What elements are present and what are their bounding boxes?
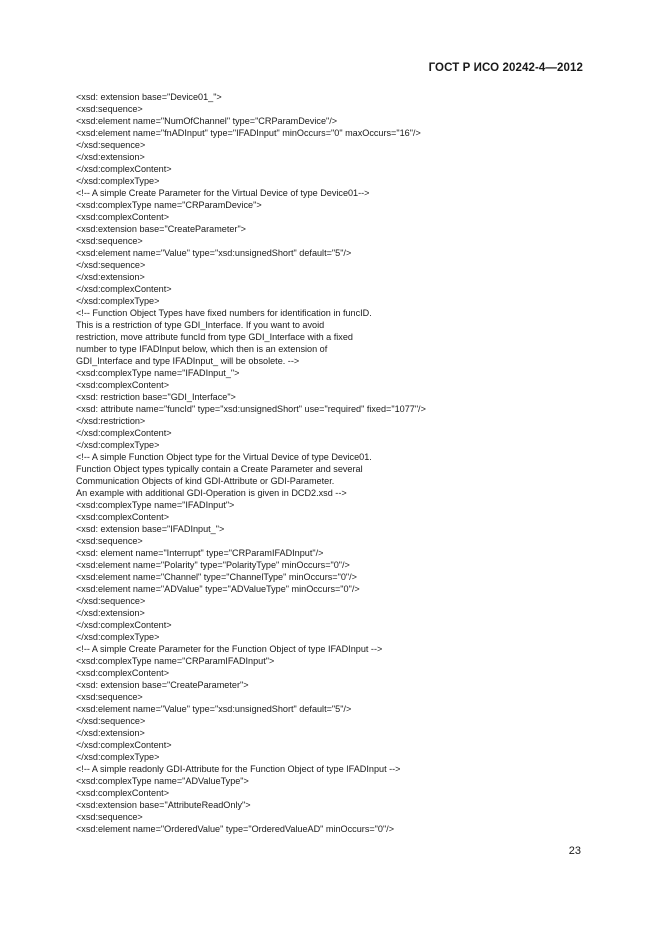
- code-line: <xsd:extension base="CreateParameter">: [76, 224, 246, 234]
- code-line: <!-- A simple readonly GDI-Attribute for the Function Object of type IFADInput -->: [76, 764, 401, 774]
- code-line: This is a restriction of type GDI_Interface. If you want to avoid: [76, 320, 325, 330]
- code-line: <xsd:sequence>: [76, 104, 143, 114]
- code-line: Function Object types typically contain a Create Parameter and several: [76, 464, 363, 474]
- code-line: </xsd:sequence>: [76, 260, 146, 270]
- code-line: <xsd:sequence>: [76, 536, 143, 546]
- code-line: <xsd:complexContent>: [76, 212, 170, 222]
- code-line: <xsd:complexType name="CRParamDevice">: [76, 200, 262, 210]
- code-line: <xsd:element name="Polarity" type="PolarityType" minOccurs="0"/>: [76, 560, 350, 570]
- code-line: </xsd:complexContent>: [76, 740, 172, 750]
- code-line: <xsd: extension base="IFADInput_">: [76, 524, 225, 534]
- code-line: </xsd:complexType>: [76, 176, 160, 186]
- code-line: <xsd:complexType name="IFADInput">: [76, 500, 235, 510]
- code-line: <xsd: element name="Interrupt" type="CRParamIFADInput"/>: [76, 548, 324, 558]
- page-number: 23: [568, 845, 581, 857]
- code-line: <!-- Function Object Types have fixed numbers for identification in funcID.: [76, 308, 372, 318]
- code-line: <xsd:element name="Value" type="xsd:unsignedShort" default="5"/>: [76, 248, 352, 258]
- code-line: <xsd:complexContent>: [76, 512, 170, 522]
- code-line: <xsd:sequence>: [76, 692, 143, 702]
- code-line: <xsd:element name="Value" type="xsd:unsignedShort" default="5"/>: [76, 704, 352, 714]
- code-line: <xsd:element name="fnADInput" type="IFADInput" minOccurs="0" maxOccurs="16"/>: [76, 128, 421, 138]
- code-line: </xsd:extension>: [76, 608, 145, 618]
- code-line: <xsd:complexType name="ADValueType">: [76, 776, 249, 786]
- code-line: </xsd:complexContent>: [76, 620, 172, 630]
- code-line: </xsd:sequence>: [76, 716, 146, 726]
- code-line: </xsd:restriction>: [76, 416, 146, 426]
- code-line: <xsd:sequence>: [76, 812, 143, 822]
- code-line: <!-- A simple Function Object type for the Virtual Device of type Device01.: [76, 452, 372, 462]
- code-line: <xsd:complexContent>: [76, 788, 170, 798]
- code-line: <xsd:complexContent>: [76, 668, 170, 678]
- code-line: </xsd:extension>: [76, 728, 145, 738]
- document-standard-header: ГОСТ Р ИСО 20242-4—2012: [428, 62, 583, 74]
- code-line: <xsd: attribute name="funcId" type="xsd:unsignedShort" use="required" fixed="1077"/>: [76, 404, 426, 414]
- code-line: <xsd:element name="NumOfChannel" type="CRParamDevice"/>: [76, 116, 338, 126]
- code-line: <xsd:complexContent>: [76, 380, 170, 390]
- code-line: <xsd:complexType name="CRParamIFADInput">: [76, 656, 275, 666]
- code-line: </xsd:extension>: [76, 152, 145, 162]
- code-line: <xsd:extension base="AttributeReadOnly">: [76, 800, 251, 810]
- code-line: <xsd:element name="ADValue" type="ADValueType" minOccurs="0"/>: [76, 584, 360, 594]
- code-line: </xsd:complexType>: [76, 752, 160, 762]
- code-line: GDI_Interface and type IFADInput_ will be obsolete. -->: [76, 356, 300, 366]
- code-line: </xsd:sequence>: [76, 140, 146, 150]
- code-line: </xsd:sequence>: [76, 596, 146, 606]
- code-line: </xsd:complexType>: [76, 440, 160, 450]
- code-line: <xsd:element name="Channel" type="ChannelType" minOccurs="0"/>: [76, 572, 357, 582]
- code-line: Communication Objects of kind GDI-Attribute or GDI-Parameter.: [76, 476, 335, 486]
- code-line: <!-- A simple Create Parameter for the Function Object of type IFADInput -->: [76, 644, 383, 654]
- code-line: <xsd:complexType name="IFADInput_">: [76, 368, 240, 378]
- code-line: </xsd:complexType>: [76, 296, 160, 306]
- code-line: <xsd: restriction base="GDI_Interface">: [76, 392, 236, 402]
- code-line: <xsd:element name="OrderedValue" type="OrderedValueAD" minOccurs="0"/>: [76, 824, 395, 834]
- code-line: </xsd:complexContent>: [76, 284, 172, 294]
- code-line: </xsd:complexType>: [76, 632, 160, 642]
- code-line: </xsd:complexContent>: [76, 428, 172, 438]
- code-line: <xsd: extension base="CreateParameter">: [76, 680, 249, 690]
- code-line: number to type IFADInput below, which then is an extension of: [76, 344, 328, 354]
- code-line: restriction, move attribute funcId from type GDI_Interface with a fixed: [76, 332, 353, 342]
- code-line: </xsd:complexContent>: [76, 164, 172, 174]
- code-line: <!-- A simple Create Parameter for the Virtual Device of type Device01-->: [76, 188, 370, 198]
- code-line: <xsd:sequence>: [76, 236, 143, 246]
- code-line: <xsd: extension base="Device01_">: [76, 92, 222, 102]
- xsd-code-listing: [76, 91, 596, 835]
- code-line: An example with additional GDI-Operation is given in DCD2.xsd -->: [76, 488, 347, 498]
- code-line: </xsd:extension>: [76, 272, 145, 282]
